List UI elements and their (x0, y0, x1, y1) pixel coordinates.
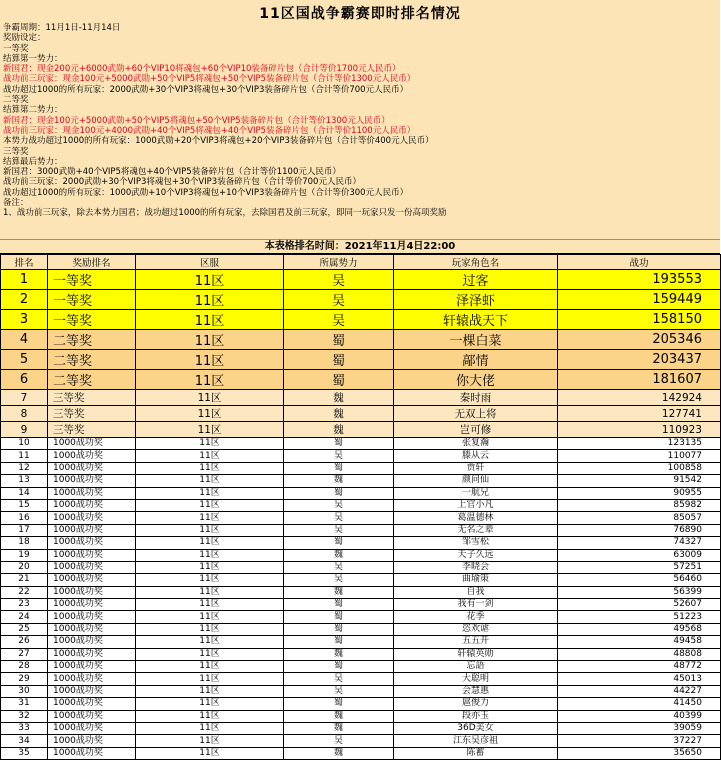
rules-line: 1、战功前三玩家，除去本势力国君；战功超过1000的所有玩家，去除国君及前三玩家，即同一玩家只发一份高项奖励 (3, 208, 447, 219)
faction-cell: 魏 (284, 390, 394, 406)
player-name-cell: 会慧惠 (394, 685, 558, 697)
power-cell: 48772 (558, 661, 721, 673)
rules-line: 一等奖 (3, 43, 29, 54)
power-cell: 100858 (558, 462, 721, 474)
prize-cell: 1000战功奖 (48, 499, 136, 511)
zone-cell: 11区 (136, 422, 284, 438)
zone-cell: 11区 (136, 438, 284, 450)
rank-cell: 24 (1, 611, 48, 623)
faction-cell: 吴 (284, 310, 394, 330)
faction-cell: 吴 (284, 685, 394, 697)
table-row (1, 710, 721, 722)
rules-line: 本势力战功超过1000的所有玩家：1000武勋+20个VIP3将魂包+20个VIP3装备碎片包（合计等价400元人民币） (3, 136, 434, 147)
rules-lines (3, 23, 447, 219)
table-row (1, 561, 721, 573)
rules-line: 战功前三玩家：现金100元+5000武勋+50个VIP5将魂包+50个VIP5装备碎片包（合计等价1300元人民币） (3, 74, 416, 85)
faction-cell: 吴 (284, 499, 394, 511)
rank-cell: 8 (1, 406, 48, 422)
prize-cell: 1000战功奖 (48, 698, 136, 710)
zone-cell: 11区 (136, 623, 284, 635)
power-cell: 123135 (558, 438, 721, 450)
rank-cell: 34 (1, 735, 48, 747)
table-row (1, 422, 721, 438)
prize-cell: 1000战功奖 (48, 735, 136, 747)
player-name-cell: 五五开 (394, 636, 558, 648)
power-cell: 56399 (558, 586, 721, 598)
rank-cell: 35 (1, 747, 48, 759)
faction-cell: 吴 (284, 673, 394, 685)
player-name-cell: 36D美女 (394, 722, 558, 734)
table-row (1, 406, 721, 422)
prize-cell: 一等奖 (48, 270, 136, 290)
power-cell: 193553 (558, 270, 721, 290)
table-header-row (1, 255, 721, 270)
rank-cell: 4 (1, 330, 48, 350)
rules-line: 争霸周期：11月1日-11月14日 (3, 23, 121, 33)
prize-cell: 1000战功奖 (48, 438, 136, 450)
power-cell: 63009 (558, 549, 721, 561)
table-row (1, 735, 721, 747)
faction-cell: 吴 (284, 735, 394, 747)
rank-cell: 3 (1, 310, 48, 330)
zone-cell: 11区 (136, 475, 284, 487)
prize-cell: 1000战功奖 (48, 537, 136, 549)
zone-cell: 11区 (136, 561, 284, 573)
faction-cell: 魏 (284, 710, 394, 722)
ranking-table (0, 254, 721, 760)
table-row (1, 524, 721, 536)
power-cell: 142924 (558, 390, 721, 406)
faction-cell: 蜀 (284, 599, 394, 611)
power-cell: 56460 (558, 574, 721, 586)
prize-cell: 1000战功奖 (48, 611, 136, 623)
rank-cell: 13 (1, 475, 48, 487)
faction-cell: 蜀 (284, 661, 394, 673)
prize-cell: 1000战功奖 (48, 685, 136, 697)
rank-cell: 33 (1, 722, 48, 734)
rank-cell: 1 (1, 270, 48, 290)
table-row (1, 722, 721, 734)
faction-cell: 吴 (284, 450, 394, 462)
rank-cell: 29 (1, 673, 48, 685)
rank-cell: 22 (1, 586, 48, 598)
faction-cell: 蜀 (284, 698, 394, 710)
zone-cell: 11区 (136, 636, 284, 648)
power-cell: 49458 (558, 636, 721, 648)
faction-cell: 蜀 (284, 487, 394, 499)
zone-cell: 11区 (136, 673, 284, 685)
table-row (1, 599, 721, 611)
power-cell: 203437 (558, 350, 721, 370)
prize-cell: 1000战功奖 (48, 475, 136, 487)
player-name-cell: 恣欢谑 (394, 623, 558, 635)
column-header-player: 玩家角色名 (394, 255, 558, 270)
player-name-cell: 葛温德林 (394, 512, 558, 524)
prize-cell: 1000战功奖 (48, 549, 136, 561)
power-cell: 49568 (558, 623, 721, 635)
zone-cell: 11区 (136, 487, 284, 499)
rules-line: 战功超过1000的所有玩家：2000武勋+30个VIP3将魂包+30个VIP3装备碎片包（合计等价700元人民币） (3, 84, 409, 95)
table-row (1, 673, 721, 685)
zone-cell: 11区 (136, 330, 284, 350)
player-name-cell: 你大佬 (394, 370, 558, 390)
table-row (1, 450, 721, 462)
zone-cell: 11区 (136, 722, 284, 734)
player-name-cell: 邹雪松 (394, 537, 558, 549)
rules-line: 二等奖 (3, 95, 29, 106)
zone-cell: 11区 (136, 611, 284, 623)
power-cell: 40399 (558, 710, 721, 722)
rank-cell: 26 (1, 636, 48, 648)
prize-cell: 1000战功奖 (48, 673, 136, 685)
rank-cell: 27 (1, 648, 48, 660)
rules-line: 战功前三玩家：2000武勋+30个VIP3将魂包+30个VIP3装备碎片包（合计等价700元人民币） (3, 177, 361, 188)
ranking-section (0, 240, 720, 758)
table-row (1, 499, 721, 511)
table-row (1, 462, 721, 474)
column-header-prize: 奖励排名 (48, 255, 136, 270)
player-name-cell: 一棵白菜 (394, 330, 558, 350)
prize-cell: 三等奖 (48, 406, 136, 422)
rank-cell: 28 (1, 661, 48, 673)
player-name-cell: 泽泽虾 (394, 290, 558, 310)
zone-cell: 11区 (136, 310, 284, 330)
player-name-cell: 上官小凡 (394, 499, 558, 511)
player-name-cell: 自我 (394, 586, 558, 598)
zone-cell: 11区 (136, 350, 284, 370)
zone-cell: 11区 (136, 462, 284, 474)
faction-cell: 魏 (284, 722, 394, 734)
power-cell: 158150 (558, 310, 721, 330)
faction-cell: 吴 (284, 270, 394, 290)
player-name-cell: 忘語 (394, 661, 558, 673)
table-row (1, 330, 721, 350)
rules-line: 新国君：现金100元+5000武勋+50个VIP5将魂包+50个VIP5装备碎片包（合计等价1300元人民币） (3, 115, 390, 126)
player-name-cell: 我有一剑 (394, 599, 558, 611)
prize-cell: 1000战功奖 (48, 599, 136, 611)
rank-cell: 19 (1, 549, 48, 561)
prize-cell: 二等奖 (48, 350, 136, 370)
zone-cell: 11区 (136, 406, 284, 422)
zone-cell: 11区 (136, 574, 284, 586)
faction-cell: 吴 (284, 524, 394, 536)
player-name-cell: 陈蓄 (394, 747, 558, 759)
rules-line: 战功超过1000的所有玩家：1000武勋+10个VIP3将魂包+10个VIP3装备碎片包（合计等价300元人民币） (3, 187, 409, 198)
player-name-cell: 轩辕战天下 (394, 310, 558, 330)
faction-cell: 吴 (284, 512, 394, 524)
rank-cell: 9 (1, 422, 48, 438)
faction-cell: 魏 (284, 586, 394, 598)
prize-cell: 1000战功奖 (48, 487, 136, 499)
rank-cell: 12 (1, 462, 48, 474)
rules-line: 结算最后势力： (3, 156, 63, 167)
player-name-cell: 贾轩 (394, 462, 558, 474)
power-cell: 110077 (558, 450, 721, 462)
power-cell: 41450 (558, 698, 721, 710)
faction-cell: 蜀 (284, 462, 394, 474)
faction-cell: 魏 (284, 549, 394, 561)
rank-cell: 32 (1, 710, 48, 722)
player-name-cell: 曲瑜策 (394, 574, 558, 586)
rules-line: 战功前三玩家：现金100元+4000武勋+40个VIP5将魂包+40个VIP5装备碎片包（合计等价1100元人民币） (3, 125, 416, 136)
player-name-cell: 张复瀚 (394, 438, 558, 450)
rules-line: 三等奖 (3, 146, 29, 157)
player-name-cell: 江东吴彦祖 (394, 735, 558, 747)
rules-line: 新国君：3000武勋+40个VIP5将魂包+40个VIP5装备碎片包（合计等价1100元人民币） (3, 167, 341, 178)
zone-cell: 11区 (136, 710, 284, 722)
power-cell: 37227 (558, 735, 721, 747)
table-row (1, 537, 721, 549)
faction-cell: 蜀 (284, 537, 394, 549)
table-row (1, 370, 721, 390)
faction-cell: 蜀 (284, 330, 394, 350)
rank-cell: 14 (1, 487, 48, 499)
zone-cell: 11区 (136, 270, 284, 290)
power-cell: 76890 (558, 524, 721, 536)
column-header-rank: 排名 (1, 255, 48, 270)
prize-cell: 二等奖 (48, 330, 136, 350)
rank-cell: 10 (1, 438, 48, 450)
power-cell: 90955 (558, 487, 721, 499)
prize-cell: 1000战功奖 (48, 747, 136, 759)
faction-cell: 吴 (284, 574, 394, 586)
faction-cell: 魏 (284, 648, 394, 660)
table-row (1, 512, 721, 524)
prize-cell: 一等奖 (48, 310, 136, 330)
rank-cell: 5 (1, 350, 48, 370)
rules-line: 新国君：现金200元+6000武勋+60个VIP10将魂包+60个VIP10装备碎片包（合计等价1700元人民币） (3, 64, 401, 75)
table-row (1, 549, 721, 561)
zone-cell: 11区 (136, 549, 284, 561)
column-header-zone: 区服 (136, 255, 284, 270)
player-name-cell: 段亦玉 (394, 710, 558, 722)
player-name-cell: 鄗情 (394, 350, 558, 370)
player-name-cell: 秦时雨 (394, 390, 558, 406)
table-row (1, 623, 721, 635)
player-name-cell: 颜问仙 (394, 475, 558, 487)
zone-cell: 11区 (136, 735, 284, 747)
rules-line: 结算第一势力： (3, 53, 63, 64)
prize-cell: 1000战功奖 (48, 710, 136, 722)
rank-cell: 23 (1, 599, 48, 611)
faction-cell: 吴 (284, 290, 394, 310)
rank-cell: 2 (1, 290, 48, 310)
rank-cell: 15 (1, 499, 48, 511)
rules-panel (0, 0, 720, 240)
faction-cell: 蜀 (284, 370, 394, 390)
prize-cell: 1000战功奖 (48, 586, 136, 598)
rules-line: 奖励设定： (3, 33, 46, 44)
prize-cell: 1000战功奖 (48, 561, 136, 573)
faction-cell: 吴 (284, 561, 394, 573)
zone-cell: 11区 (136, 450, 284, 462)
zone-cell: 11区 (136, 524, 284, 536)
power-cell: 39059 (558, 722, 721, 734)
prize-cell: 1000战功奖 (48, 450, 136, 462)
prize-cell: 二等奖 (48, 370, 136, 390)
table-row (1, 611, 721, 623)
power-cell: 159449 (558, 290, 721, 310)
faction-cell: 蜀 (284, 350, 394, 370)
power-cell: 85057 (558, 512, 721, 524)
zone-cell: 11区 (136, 370, 284, 390)
faction-cell: 魏 (284, 475, 394, 487)
table-row (1, 574, 721, 586)
rules-line: 结算第二势力： (3, 105, 63, 116)
prize-cell: 1000战功奖 (48, 524, 136, 536)
power-cell: 85982 (558, 499, 721, 511)
rank-cell: 18 (1, 537, 48, 549)
table-row (1, 310, 721, 330)
prize-cell: 三等奖 (48, 390, 136, 406)
power-cell: 48808 (558, 648, 721, 660)
player-name-cell: 岂可修 (394, 422, 558, 438)
zone-cell: 11区 (136, 698, 284, 710)
table-row (1, 390, 721, 406)
prize-cell: 1000战功奖 (48, 462, 136, 474)
zone-cell: 11区 (136, 390, 284, 406)
power-cell: 110923 (558, 422, 721, 438)
faction-cell: 魏 (284, 747, 394, 759)
player-name-cell: 轩辕英勋 (394, 648, 558, 660)
rank-cell: 20 (1, 561, 48, 573)
player-name-cell: 无名之辈 (394, 524, 558, 536)
power-cell: 91542 (558, 475, 721, 487)
player-name-cell: 天子久远 (394, 549, 558, 561)
player-name-cell: 无双上将 (394, 406, 558, 422)
player-name-cell: 李晓会 (394, 561, 558, 573)
player-name-cell: 大聪明 (394, 673, 558, 685)
faction-cell: 蜀 (284, 623, 394, 635)
faction-cell: 蜀 (284, 611, 394, 623)
faction-cell: 魏 (284, 406, 394, 422)
power-cell: 181607 (558, 370, 721, 390)
faction-cell: 魏 (284, 422, 394, 438)
rank-cell: 11 (1, 450, 48, 462)
faction-cell: 蜀 (284, 636, 394, 648)
prize-cell: 1000战功奖 (48, 661, 136, 673)
rank-cell: 6 (1, 370, 48, 390)
ranking-timestamp: 本表格排名时间：2021年11月4日22:00 (0, 240, 720, 254)
zone-cell: 11区 (136, 586, 284, 598)
prize-cell: 1000战功奖 (48, 623, 136, 635)
power-cell: 35650 (558, 747, 721, 759)
table-row (1, 698, 721, 710)
rules-line: 备注： (3, 198, 29, 209)
zone-cell: 11区 (136, 661, 284, 673)
prize-cell: 1000战功奖 (48, 648, 136, 660)
table-row (1, 636, 721, 648)
rank-cell: 25 (1, 623, 48, 635)
table-row (1, 438, 721, 450)
power-cell: 57251 (558, 561, 721, 573)
zone-cell: 11区 (136, 599, 284, 611)
player-name-cell: 滕从云 (394, 450, 558, 462)
zone-cell: 11区 (136, 499, 284, 511)
prize-cell: 一等奖 (48, 290, 136, 310)
power-cell: 45013 (558, 673, 721, 685)
player-name-cell: 过客 (394, 270, 558, 290)
power-cell: 51223 (558, 611, 721, 623)
prize-cell: 1000战功奖 (48, 636, 136, 648)
power-cell: 127741 (558, 406, 721, 422)
table-row (1, 685, 721, 697)
zone-cell: 11区 (136, 537, 284, 549)
prize-cell: 1000战功奖 (48, 512, 136, 524)
table-row (1, 475, 721, 487)
zone-cell: 11区 (136, 290, 284, 310)
rank-cell: 31 (1, 698, 48, 710)
table-row (1, 747, 721, 759)
rank-cell: 30 (1, 685, 48, 697)
prize-cell: 1000战功奖 (48, 722, 136, 734)
power-cell: 44227 (558, 685, 721, 697)
faction-cell: 蜀 (284, 438, 394, 450)
table-row (1, 661, 721, 673)
page-title: 11区国战争霸赛即时排名情况 (259, 6, 461, 22)
table-row (1, 487, 721, 499)
rank-cell: 21 (1, 574, 48, 586)
player-name-cell: 扈俊力 (394, 698, 558, 710)
power-cell: 52607 (558, 599, 721, 611)
table-row (1, 586, 721, 598)
table-row (1, 648, 721, 660)
column-header-faction: 所属势力 (284, 255, 394, 270)
player-name-cell: 花季 (394, 611, 558, 623)
prize-cell: 1000战功奖 (48, 574, 136, 586)
rank-cell: 7 (1, 390, 48, 406)
column-header-power: 战功 (558, 255, 721, 270)
zone-cell: 11区 (136, 685, 284, 697)
table-row (1, 270, 721, 290)
power-cell: 74327 (558, 537, 721, 549)
zone-cell: 11区 (136, 648, 284, 660)
player-name-cell: 一航兄 (394, 487, 558, 499)
rank-cell: 17 (1, 524, 48, 536)
power-cell: 205346 (558, 330, 721, 350)
zone-cell: 11区 (136, 512, 284, 524)
rank-cell: 16 (1, 512, 48, 524)
table-row (1, 290, 721, 310)
table-row (1, 350, 721, 370)
prize-cell: 三等奖 (48, 422, 136, 438)
zone-cell: 11区 (136, 747, 284, 759)
